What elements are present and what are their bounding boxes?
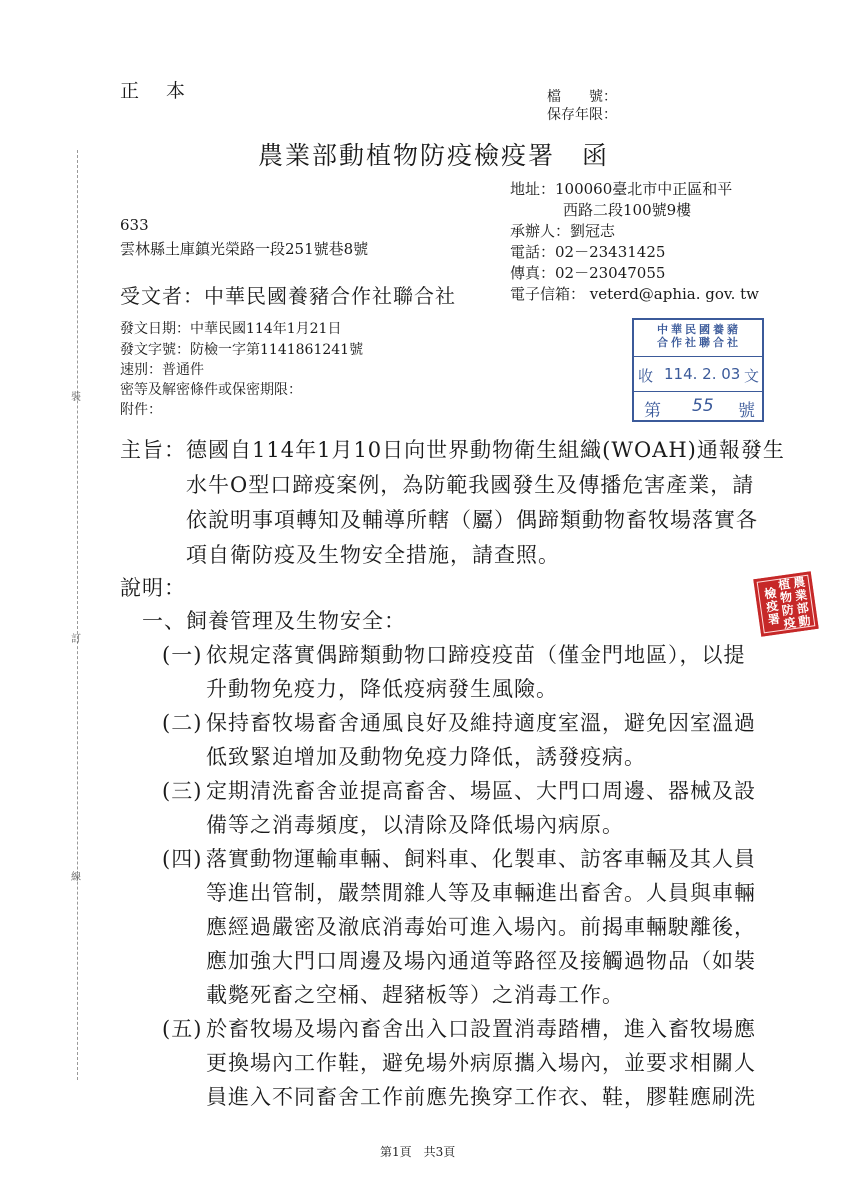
- binding-mark: 裝: [71, 392, 81, 403]
- item-line: 等進出管制，嚴禁閒雜人等及車輛進出畜舍。人員與車輛: [206, 881, 756, 905]
- item-line: 備等之消毒頻度，以清除及降低場內病原。: [206, 813, 624, 837]
- sender-address-2: 西路二段100號9樓: [563, 201, 692, 219]
- page-footer: 第1頁 共3頁: [380, 1145, 456, 1159]
- attachment: 附件：: [120, 402, 162, 418]
- received-stamp: [632, 318, 764, 422]
- stamp-num-right: 號: [738, 401, 755, 421]
- stamp-num-left: 第: [644, 401, 661, 421]
- document-number: 發文字號：防檢一字第1141861241號: [120, 342, 364, 358]
- file-number-label: 檔 號：: [547, 89, 617, 105]
- agency-title: 農業部動植物防疫檢疫署 函: [258, 141, 610, 170]
- recipient-name: 受文者：中華民國養豬合作社聯合社: [120, 284, 456, 308]
- agency-seal: 農業部動植物防疫檢疫署: [753, 571, 819, 637]
- item-line: 載斃死畜之空桶、趕豬板等）之消毒工作。: [206, 983, 624, 1007]
- delivery-speed: 速別：普通件: [120, 362, 204, 378]
- stamp-org: 中華民國養豬 合作社聯合社: [657, 323, 741, 349]
- item-line: 於畜牧場及場內畜舍出入口設置消毒踏槽，進入畜牧場應: [206, 1017, 756, 1041]
- section-heading: 一、飼養管理及生物安全：: [142, 609, 406, 633]
- item-line: 定期清洗畜舍並提高畜舍、場區、大門口周邊、器械及設: [206, 779, 756, 803]
- item-line: 應經過嚴密及澈底消毒始可進入場內。前揭車輛駛離後，: [206, 915, 756, 939]
- item-line: 更換場內工作鞋，避免場外病原攜入場內，並要求相關人: [206, 1051, 756, 1075]
- stamp-date-row: [634, 356, 762, 392]
- subject-label: 主旨：: [120, 438, 186, 462]
- subject-line: 德國自114年1月10日向世界動物衛生組織(WOAH)通報發生: [186, 438, 785, 462]
- stamp-recv-right: 文: [744, 367, 760, 385]
- sender-phone: 電話：02－23431425: [510, 243, 666, 261]
- binding-mark: 線: [71, 872, 81, 883]
- item-line: 升動物免疫力，降低疫病發生風險。: [206, 677, 558, 701]
- secrecy-level: 密等及解密條件或保密期限：: [120, 382, 302, 398]
- item-line: 依規定落實偶蹄類動物口蹄疫疫苗（僅金門地區），以提: [206, 643, 746, 667]
- sender-address-1: 地址：100060臺北市中正區和平: [510, 180, 733, 198]
- sender-fax: 傳真：02－23047055: [510, 264, 666, 282]
- item-line: 應加強大門口周邊及場內通道等路徑及接觸過物品（如裝: [206, 949, 756, 973]
- item-number: (一): [162, 643, 203, 667]
- sender-email: 電子信箱： veterd@aphia. gov. tw: [510, 285, 760, 303]
- subject-line: 水牛O型口蹄疫案例，為防範我國發生及傳播危害產業，請: [186, 473, 755, 497]
- binding-mark: 訂: [71, 634, 81, 645]
- item-line: 落實動物運輸車輛、飼料車、化製車、訪客車輛及其人員: [206, 847, 756, 871]
- stamp-num-value: 55: [692, 396, 714, 416]
- sender-contact: 承辦人：劉冠志: [510, 222, 616, 240]
- item-number: (二): [162, 711, 203, 735]
- item-number: (四): [162, 847, 203, 871]
- stamp-recv-left: 收: [638, 367, 654, 385]
- issue-date: 發文日期：中華民國114年1月21日: [120, 321, 342, 337]
- stamp-number-row: [634, 392, 762, 420]
- recipient-address: 雲林縣土庫鎮光榮路一段251號巷8號: [120, 240, 369, 258]
- item-line: 保持畜牧場畜舍通風良好及維持適度室溫，避免因室溫過: [206, 711, 756, 735]
- subject-line: 項自衛防疫及生物安全措施，請查照。: [186, 543, 560, 567]
- item-line: 低致緊迫增加及動物免疫力降低，誘發疫病。: [206, 745, 646, 769]
- copy-type: 正 本: [120, 80, 190, 102]
- recipient-postal-code: 633: [120, 216, 149, 234]
- binding-line: [77, 150, 78, 1080]
- stamp-recv-date: 114. 2. 03: [664, 365, 741, 383]
- item-number: (三): [162, 779, 203, 803]
- explanation-label: 說明：: [120, 576, 186, 600]
- item-line: 員進入不同畜舍工作前應先換穿工作衣、鞋，膠鞋應刷洗: [206, 1085, 756, 1109]
- retention-label: 保存年限：: [547, 107, 617, 123]
- subject-line: 依說明事項轉知及輔導所轄（屬）偶蹄類動物畜牧場落實各: [186, 508, 758, 532]
- item-number: (五): [162, 1017, 203, 1041]
